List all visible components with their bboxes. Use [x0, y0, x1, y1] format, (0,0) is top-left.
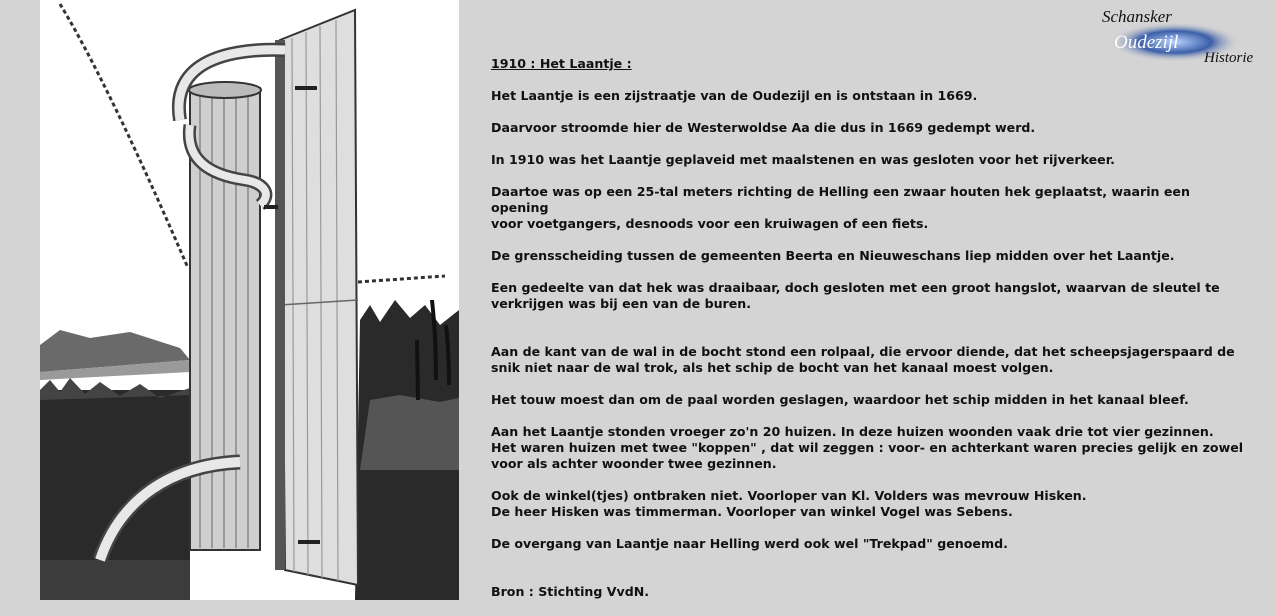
paragraph-line: Daarvoor stroomde hier de Westerwoldse Aa die dus in 1669 gedempt werd. — [491, 120, 1036, 135]
paragraph-line: voor voetgangers, desnoods voor een kruiwagen of een fiets. — [491, 216, 929, 231]
source-credit: Bron : Stichting VvdN. — [491, 584, 650, 599]
paragraph-line: snik niet naar de wal trok, als het schip de bocht van het kanaal moest volgen. — [491, 360, 1054, 375]
paragraph-3 — [491, 152, 1251, 168]
article — [491, 56, 1251, 616]
paragraph-1 — [491, 88, 1251, 104]
paragraph-6 — [491, 280, 1251, 312]
paragraph-9 — [491, 424, 1251, 472]
paragraph-line: De overgang van Laantje naar Helling werd ook wel "Trekpad" genoemd. — [491, 536, 1008, 551]
article-title: 1910 : Het Laantje : — [491, 56, 632, 71]
paragraph-line: Ook de winkel(tjes) ontbraken niet. Voorloper van Kl. Volders was mevrouw Hisken. — [491, 488, 1087, 503]
paragraph-line: In 1910 was het Laantje geplaveid met maalstenen en was gesloten voor het rijverkeer. — [491, 152, 1115, 167]
paragraph-10 — [491, 488, 1251, 520]
paragraph-line: Het touw moest dan om de paal worden geslagen, waardoor het schip midden in het kanaal bleef. — [491, 392, 1189, 407]
paragraph-line: Het waren huizen met twee "koppen" , dat wil zeggen : voor- en achterkant waren precies gelijk en zowel — [491, 440, 1244, 455]
paragraph-line: verkrijgen was bij een van de buren. — [491, 296, 752, 311]
paragraph-11 — [491, 536, 1251, 552]
logo-line-historie: Historie — [1204, 50, 1254, 66]
paragraph-line: Het Laantje is een zijstraatje van de Oudezijl en is ontstaan in 1669. — [491, 88, 978, 103]
paragraph-5 — [491, 248, 1251, 264]
paragraph-line: Een gedeelte van dat hek was draaibaar, doch gesloten met een groot hangslot, waarvan de sleutel te — [491, 280, 1220, 295]
logo-line-schansker: Schansker — [1102, 7, 1172, 26]
paragraph-line: Daartoe was op een 25-tal meters richting de Helling een zwaar houten hek geplaatst, waarin een opening — [491, 184, 1190, 215]
paragraph-4 — [491, 184, 1251, 232]
paragraph-line: De grensscheiding tussen de gemeenten Beerta en Nieuweschans liep midden over het Laantje. — [491, 248, 1175, 263]
paragraph-line: De heer Hisken was timmerman. Voorloper van winkel Vogel was Sebens. — [491, 504, 1013, 519]
paragraph-line: Aan het Laantje stonden vroeger zo'n 20 huizen. In deze huizen woonden vaak drie tot vier gezinnen. — [491, 424, 1214, 439]
logo-line-oudezijl: Oudezijl — [1114, 32, 1179, 53]
paragraph-2 — [491, 120, 1251, 136]
post-front — [275, 10, 358, 585]
paragraph-7 — [491, 344, 1251, 376]
paragraph-line: Aan de kant van de wal in de bocht stond een rolpaal, die ervoor diende, dat het scheepsjagerspaard de — [491, 344, 1235, 359]
rolpaal-illustration — [40, 0, 459, 600]
paragraph-8 — [491, 392, 1251, 408]
paragraph-line: voor als achter woonder twee gezinnen. — [491, 456, 777, 471]
